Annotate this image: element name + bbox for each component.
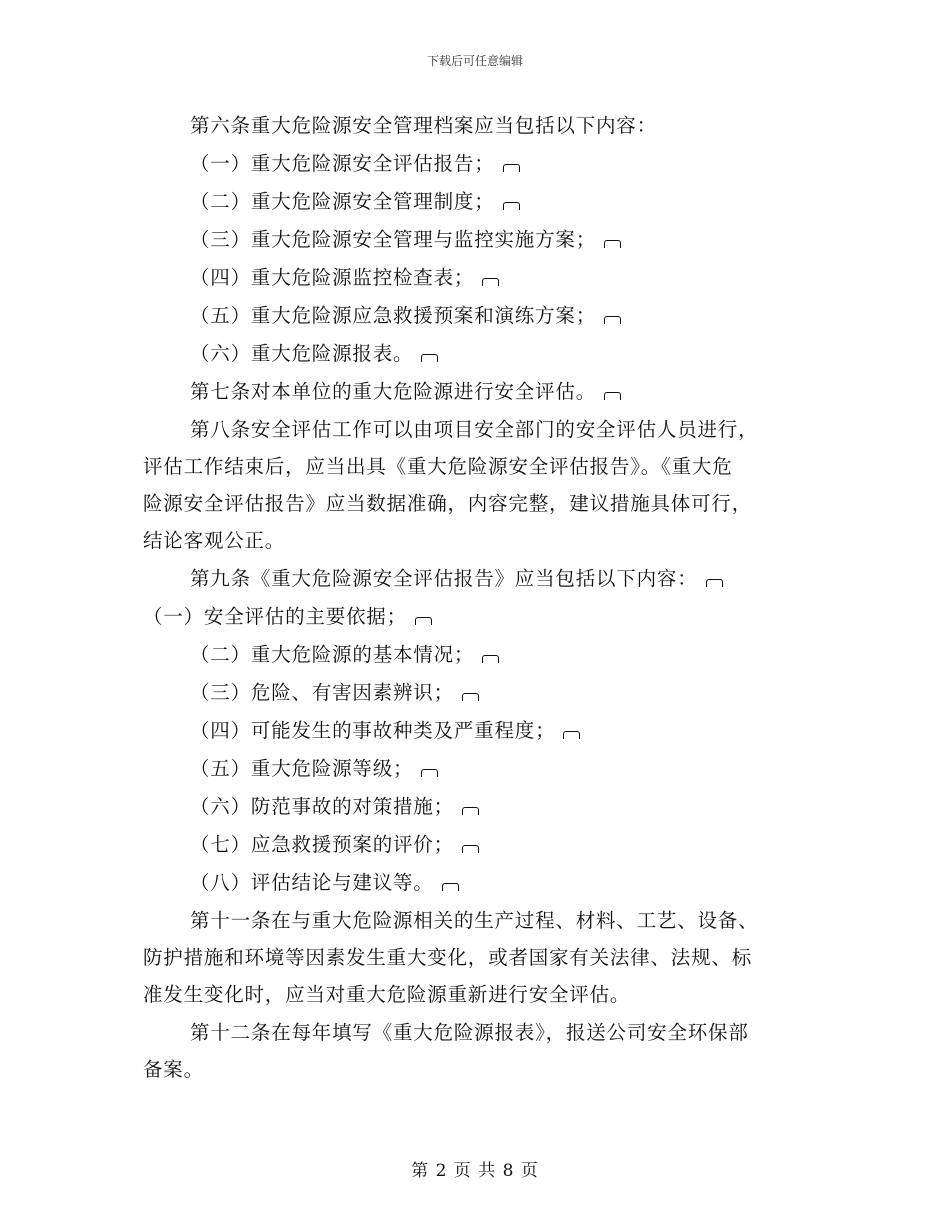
paragraph-line xyxy=(143,455,733,479)
line-text: 第六条重大危险源安全管理档案应当包括以下内容： xyxy=(190,114,657,137)
line-text: 险源安全评估报告》应当数据准确，内容完整，建议措施具体可行， xyxy=(143,492,753,515)
paragraph-line xyxy=(190,871,459,895)
paragraph-line xyxy=(143,1058,204,1082)
line-text: （二）重大危险源安全管理制度； xyxy=(190,190,495,213)
paragraph-mark-icon xyxy=(421,769,438,777)
paragraph-line xyxy=(190,266,499,290)
paragraph-line xyxy=(190,380,621,404)
paragraph-line xyxy=(143,605,432,629)
line-text: （六）防范事故的对策措施； xyxy=(190,795,454,818)
line-text: 结论客观公正。 xyxy=(143,529,286,552)
paragraph-line xyxy=(190,719,580,743)
paragraph-mark-icon xyxy=(462,693,479,701)
line-text: （三）危险、有害因素辨识； xyxy=(190,681,454,704)
paragraph-line xyxy=(143,983,630,1007)
line-text: 第十一条在与重大危险源相关的生产过程、材料、工艺、设备、 xyxy=(190,909,759,932)
paragraph-line xyxy=(190,228,621,252)
page-header: 下载后可任意编辑 xyxy=(426,54,523,68)
paragraph-mark-icon xyxy=(462,807,479,815)
paragraph-mark-icon xyxy=(503,202,520,210)
paragraph-line xyxy=(190,304,621,328)
line-text: 第七条对本单位的重大危险源进行安全评估。 xyxy=(190,380,597,403)
paragraph-line xyxy=(143,529,285,553)
paragraph-line xyxy=(143,946,752,970)
line-text: （五）重大危险源应急救援预案和演练方案； xyxy=(190,304,597,327)
line-text: （四）重大危险源监控检查表； xyxy=(190,266,475,289)
paragraph-line xyxy=(190,909,758,933)
line-text: 第九条《重大危险源安全评估报告》应当包括以下内容： xyxy=(190,567,698,590)
paragraph-mark-icon xyxy=(604,240,621,248)
paragraph-line xyxy=(190,418,758,442)
line-text: （三）重大危险源安全管理与监控实施方案； xyxy=(190,228,597,251)
line-text: 准发生变化时，应当对重大危险源重新进行安全评估。 xyxy=(143,983,631,1006)
paragraph-line xyxy=(190,795,479,819)
paragraph-mark-icon xyxy=(563,731,580,739)
paragraph-mark-icon xyxy=(482,278,499,286)
paragraph-line xyxy=(190,833,479,857)
paragraph-mark-icon xyxy=(482,655,499,663)
paragraph-line xyxy=(190,567,723,591)
paragraph-line xyxy=(143,492,752,516)
paragraph-line xyxy=(190,190,520,214)
paragraph-mark-icon xyxy=(462,845,479,853)
paragraph-line xyxy=(190,757,438,781)
line-text: 评估工作结束后，应当出具《重大危险源安全评估报告》。《重大危 xyxy=(143,455,733,478)
paragraph-line xyxy=(190,681,479,705)
line-text: （八）评估结论与建议等。 xyxy=(190,871,434,894)
line-text: 防护措施和环境等因素发生重大变化，或者国家有关法律、法规、标 xyxy=(143,946,753,969)
paragraph-mark-icon xyxy=(421,354,438,362)
paragraph-line xyxy=(190,342,438,366)
line-text: （一）安全评估的主要依据； xyxy=(143,605,407,628)
line-text: （五）重大危险源等级； xyxy=(190,757,414,780)
page-footer: 第 2 页 共 8 页 xyxy=(411,1161,539,1181)
line-text: （六）重大危险源报表。 xyxy=(190,342,414,365)
paragraph-mark-icon xyxy=(503,164,520,172)
line-text: （一）重大危险源安全评估报告； xyxy=(190,152,495,175)
line-text: （四）可能发生的事故种类及严重程度； xyxy=(190,719,556,742)
line-text: 备案。 xyxy=(143,1058,204,1081)
paragraph-mark-icon xyxy=(706,579,723,587)
paragraph-mark-icon xyxy=(604,392,621,400)
paragraph-mark-icon xyxy=(604,316,621,324)
line-text: （二）重大危险源的基本情况； xyxy=(190,643,475,666)
paragraph-line xyxy=(190,643,499,667)
paragraph-line xyxy=(190,1021,749,1045)
line-text: 第八条安全评估工作可以由项目安全部门的安全评估人员进行， xyxy=(190,418,759,441)
paragraph-mark-icon xyxy=(415,617,432,625)
paragraph-line xyxy=(190,114,657,138)
paragraph-line xyxy=(190,152,520,176)
line-text: 第十二条在每年填写《重大危险源报表》，报送公司安全环保部 xyxy=(190,1021,749,1044)
paragraph-mark-icon xyxy=(442,883,459,891)
line-text: （七）应急救援预案的评价； xyxy=(190,833,454,856)
